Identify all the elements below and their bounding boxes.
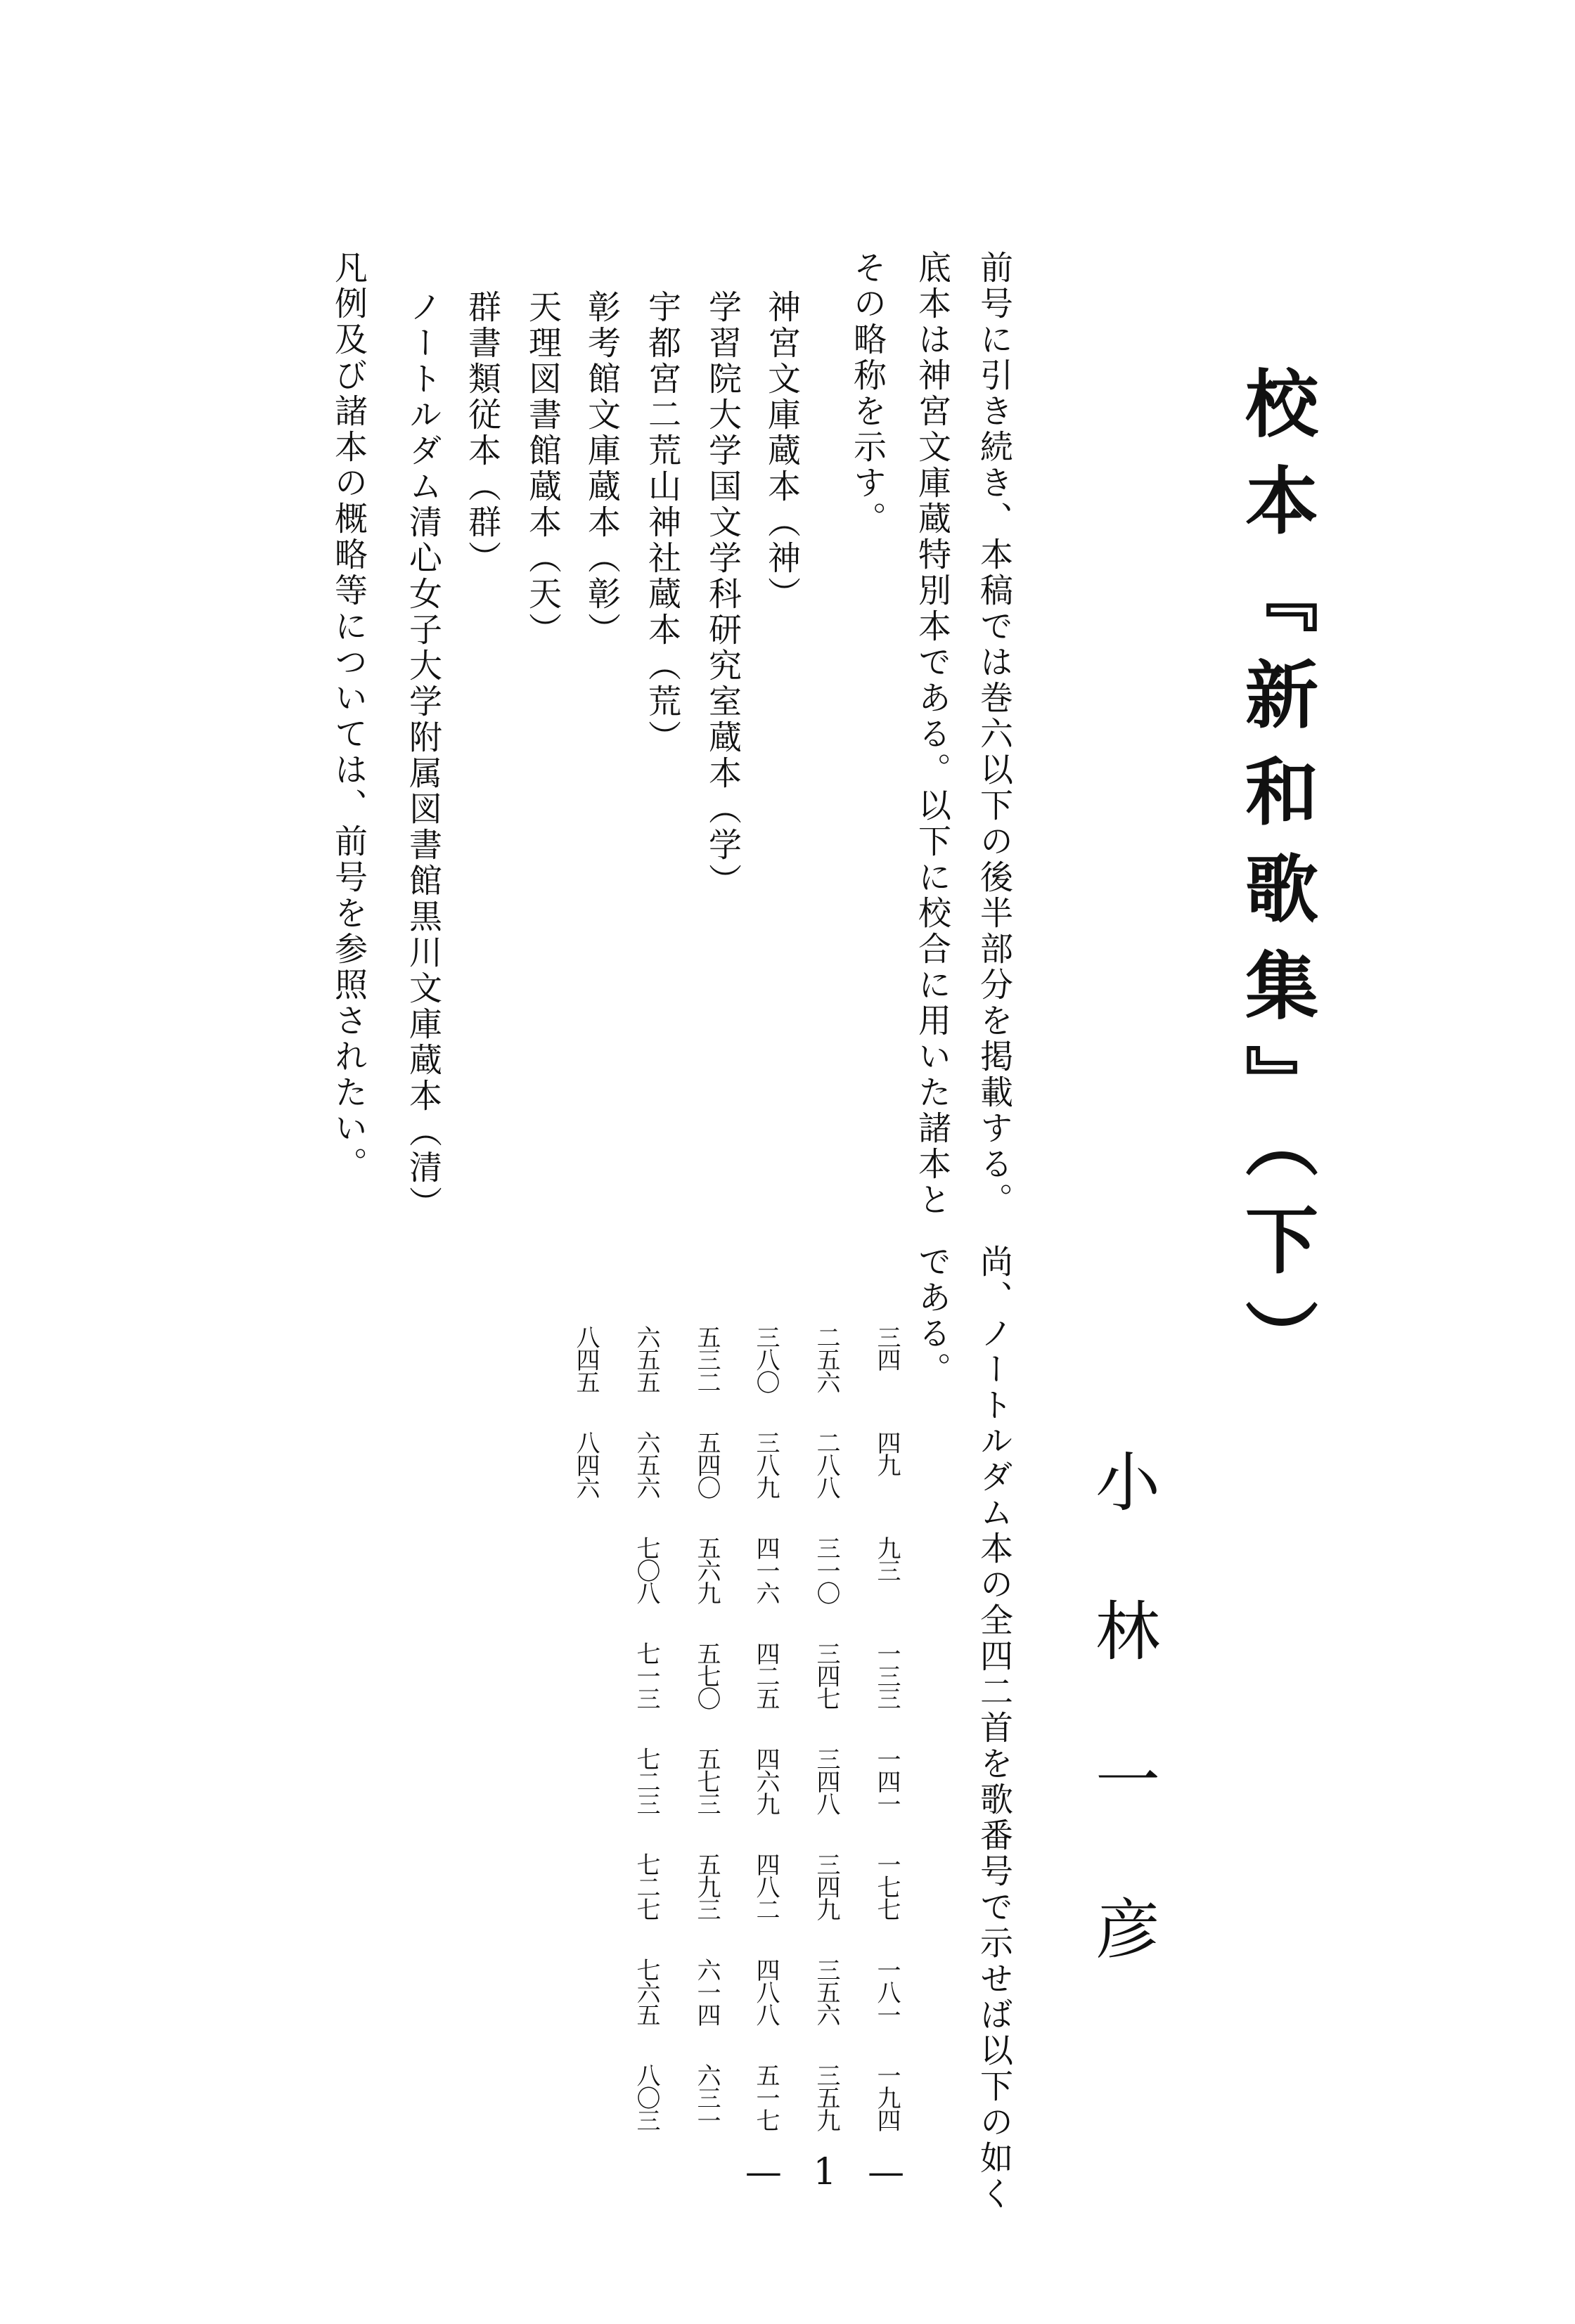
manuscript-item: 彰考館文庫蔵本（彰）: [582, 290, 621, 648]
poem-number: 三四: [873, 1325, 901, 1370]
poem-number-column: [555, 1325, 598, 2169]
page-number: — 1 —: [745, 2151, 915, 2193]
poem-number: 六五五: [632, 1325, 660, 1393]
poem-number: 三八九: [752, 1431, 780, 1498]
manuscript-item: 天理図書館蔵本（天）: [523, 290, 562, 648]
poem-number: 七〇八: [632, 1536, 660, 1603]
poem-number: 一九四: [873, 2063, 901, 2131]
poem-number: 四九: [873, 1431, 901, 1476]
intro-line: その略称を示す。: [848, 250, 887, 537]
manuscript-item: 宇都宮二荒山神社蔵本（荒）: [643, 290, 681, 756]
poem-number: 五七三: [693, 1747, 721, 1814]
manuscript-item: ノートルダム清心女子大学附属図書館黒川文庫蔵本（清）: [404, 290, 442, 1222]
reference-note: 凡例及び諸本の概略等については、前号を参照されたい。: [329, 250, 368, 1182]
notre-dame-note: 尚、ノートルダム本の全四二首を歌番号で示せば以下の如く: [975, 1244, 1013, 2212]
poem-number: 一八一: [873, 1958, 901, 2025]
poem-number: 八〇三: [632, 2063, 660, 2131]
paper-title: 校本『新和歌集』（下）: [1233, 366, 1319, 1396]
poem-number-column: [616, 1325, 658, 2169]
poem-number: 三四八: [812, 1747, 840, 1814]
poem-number: 一三三: [873, 1641, 901, 1709]
poem-number: 七二三: [632, 1747, 660, 1814]
poem-number: 五一七: [752, 2063, 780, 2131]
poem-number: 四六九: [752, 1747, 780, 1814]
poem-number: 九三: [873, 1536, 901, 1581]
poem-number: 四八二: [752, 1852, 780, 1920]
manuscript-item: 学習院大学国文学科研究室蔵本（学）: [703, 290, 742, 899]
notre-dame-note: である。: [913, 1244, 951, 1388]
poem-number: 五三二: [693, 1325, 721, 1393]
poem-number: 四二五: [752, 1641, 780, 1709]
poem-number: 三五六: [812, 1958, 840, 2025]
poem-number: 五九三: [693, 1852, 721, 1920]
poem-number: 五七〇: [693, 1641, 721, 1709]
poem-number: 八四五: [572, 1325, 600, 1393]
poem-number-column: [856, 1325, 899, 2169]
poem-number: 三四七: [812, 1641, 840, 1709]
poem-number: 三一〇: [812, 1536, 840, 1603]
poem-number: 四一六: [752, 1536, 780, 1603]
poem-number-column: [796, 1325, 838, 2169]
poem-number: 二五六: [812, 1325, 840, 1393]
poem-number: 六三一: [693, 2063, 721, 2131]
poem-number-column: [735, 1325, 778, 2169]
poem-number: 七一三: [632, 1641, 660, 1709]
poem-number: 五六九: [693, 1536, 721, 1603]
poem-number: 一四一: [873, 1747, 901, 1814]
poem-number: 一七七: [873, 1852, 901, 1920]
poem-number: 四八八: [752, 1958, 780, 2025]
poem-number: 七六五: [632, 1958, 660, 2025]
manuscript-item: 神宮文庫蔵本（神）: [762, 290, 801, 612]
poem-number: 八四六: [572, 1431, 600, 1498]
poem-number: 五四〇: [693, 1431, 721, 1498]
poem-number: 三八〇: [752, 1325, 780, 1393]
author-name: 小林一彦: [1085, 1448, 1160, 2044]
poem-number: 二八八: [812, 1431, 840, 1498]
manuscript-item: 群書類従本（群）: [463, 290, 501, 576]
poem-number-column: [676, 1325, 719, 2169]
poem-number: 六一四: [693, 1958, 721, 2025]
poem-number: 六五六: [632, 1431, 660, 1498]
poem-number: 三五九: [812, 2063, 840, 2131]
poem-number: 七二七: [632, 1852, 660, 1920]
intro-line: 底本は神宮文庫蔵特別本である。以下に校合に用いた諸本と: [913, 250, 951, 1218]
intro-line: 前号に引き続き、本稿では巻六以下の後半部分を掲載する。: [975, 250, 1013, 1218]
poem-number: 三四九: [812, 1852, 840, 1920]
